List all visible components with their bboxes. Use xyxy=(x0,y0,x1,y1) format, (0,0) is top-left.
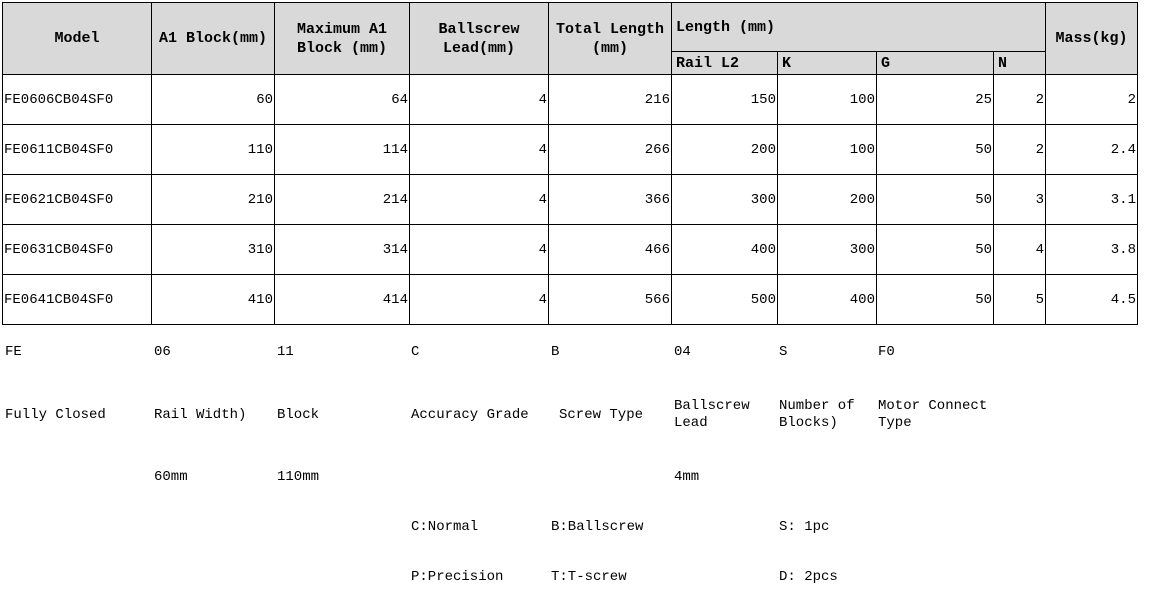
cell-n: 4 xyxy=(994,225,1046,275)
option-blocks-2pcs: D: 2pcs xyxy=(779,569,838,585)
cell-a1-block: 60 xyxy=(152,75,275,125)
cell-total-length: 266 xyxy=(549,125,672,175)
code-number-of-blocks: S xyxy=(779,344,788,360)
desc-rail-width: Rail Width) xyxy=(154,407,247,423)
cell-rail-l2: 400 xyxy=(672,225,778,275)
cell-k: 400 xyxy=(778,275,877,325)
header-mass: Mass(kg) xyxy=(1046,3,1138,75)
cell-g: 25 xyxy=(877,75,994,125)
desc-series: Fully Closed xyxy=(5,407,106,423)
cell-mass: 4.5 xyxy=(1046,275,1138,325)
cell-ballscrew-lead: 4 xyxy=(410,225,549,275)
code-lead: 04 xyxy=(674,344,691,360)
cell-rail-l2: 200 xyxy=(672,125,778,175)
cell-n: 2 xyxy=(994,75,1046,125)
cell-rail-l2: 150 xyxy=(672,75,778,125)
cell-a1-block: 410 xyxy=(152,275,275,325)
cell-total-length: 216 xyxy=(549,75,672,125)
header-total-length: Total Length (mm) xyxy=(549,3,672,75)
option-blocks-1pc: S: 1pc xyxy=(779,519,830,535)
header-a1-block: A1 Block(mm) xyxy=(152,3,275,75)
option-accuracy-precision: P:Precision xyxy=(411,569,504,585)
cell-n: 3 xyxy=(994,175,1046,225)
code-series: FE xyxy=(5,344,22,360)
cell-k: 100 xyxy=(778,125,877,175)
desc-screw-type: Screw Type xyxy=(559,407,644,423)
cell-max-a1-block: 314 xyxy=(275,225,410,275)
desc-number-of-blocks: Number of Blocks) xyxy=(779,398,855,431)
header-g: G xyxy=(877,52,994,75)
cell-max-a1-block: 214 xyxy=(275,175,410,225)
cell-g: 50 xyxy=(877,225,994,275)
cell-ballscrew-lead: 4 xyxy=(410,175,549,225)
desc-motor-connect: Motor Connect Type xyxy=(878,398,988,431)
example-lead: 4mm xyxy=(674,469,700,485)
cell-max-a1-block: 64 xyxy=(275,75,410,125)
header-rail-l2: Rail L2 xyxy=(672,52,778,75)
desc-block: Block xyxy=(277,407,320,423)
code-screw-type: B xyxy=(551,344,560,360)
header-ballscrew-lead: Ballscrew Lead(mm) xyxy=(410,3,549,75)
option-accuracy-normal: C:Normal xyxy=(411,519,479,535)
cell-model: FE0611CB04SF0 xyxy=(3,125,152,175)
header-length-group: Length (mm) xyxy=(672,3,1046,52)
cell-k: 300 xyxy=(778,225,877,275)
code-motor-connect: F0 xyxy=(878,344,895,360)
code-accuracy: C xyxy=(411,344,420,360)
cell-total-length: 366 xyxy=(549,175,672,225)
cell-model: FE0621CB04SF0 xyxy=(3,175,152,225)
cell-total-length: 566 xyxy=(549,275,672,325)
cell-a1-block: 210 xyxy=(152,175,275,225)
spec-table xyxy=(2,2,1138,325)
code-rail-width: 06 xyxy=(154,344,171,360)
cell-a1-block: 310 xyxy=(152,225,275,275)
table-row xyxy=(3,75,1138,125)
header-max-a1-block: Maximum A1 Block (mm) xyxy=(275,3,410,75)
cell-max-a1-block: 114 xyxy=(275,125,410,175)
desc-accuracy: Accuracy Grade xyxy=(411,407,529,423)
cell-mass: 2.4 xyxy=(1046,125,1138,175)
cell-n: 5 xyxy=(994,275,1046,325)
cell-ballscrew-lead: 4 xyxy=(410,75,549,125)
cell-total-length: 466 xyxy=(549,225,672,275)
cell-rail-l2: 300 xyxy=(672,175,778,225)
cell-rail-l2: 500 xyxy=(672,275,778,325)
cell-k: 100 xyxy=(778,75,877,125)
example-block: 110mm xyxy=(277,469,320,485)
table-row xyxy=(3,225,1138,275)
header-k: K xyxy=(778,52,877,75)
cell-mass: 2 xyxy=(1046,75,1138,125)
header-n: N xyxy=(994,52,1046,75)
cell-g: 50 xyxy=(877,175,994,225)
cell-n: 2 xyxy=(994,125,1046,175)
cell-ballscrew-lead: 4 xyxy=(410,125,549,175)
cell-model: FE0631CB04SF0 xyxy=(3,225,152,275)
cell-k: 200 xyxy=(778,175,877,225)
example-rail-width: 60mm xyxy=(154,469,188,485)
table-row xyxy=(3,175,1138,225)
cell-mass: 3.8 xyxy=(1046,225,1138,275)
cell-g: 50 xyxy=(877,275,994,325)
cell-model: FE0641CB04SF0 xyxy=(3,275,152,325)
table-row xyxy=(3,275,1138,325)
cell-mass: 3.1 xyxy=(1046,175,1138,225)
cell-max-a1-block: 414 xyxy=(275,275,410,325)
cell-model: FE0606CB04SF0 xyxy=(3,75,152,125)
code-block: 11 xyxy=(277,344,294,360)
option-screw-tscrew: T:T-screw xyxy=(551,569,627,585)
option-screw-ballscrew: B:Ballscrew xyxy=(551,519,644,535)
desc-lead: Ballscrew Lead xyxy=(674,398,750,431)
table-row xyxy=(3,125,1138,175)
cell-g: 50 xyxy=(877,125,994,175)
cell-ballscrew-lead: 4 xyxy=(410,275,549,325)
header-model: Model xyxy=(3,3,152,75)
cell-a1-block: 110 xyxy=(152,125,275,175)
